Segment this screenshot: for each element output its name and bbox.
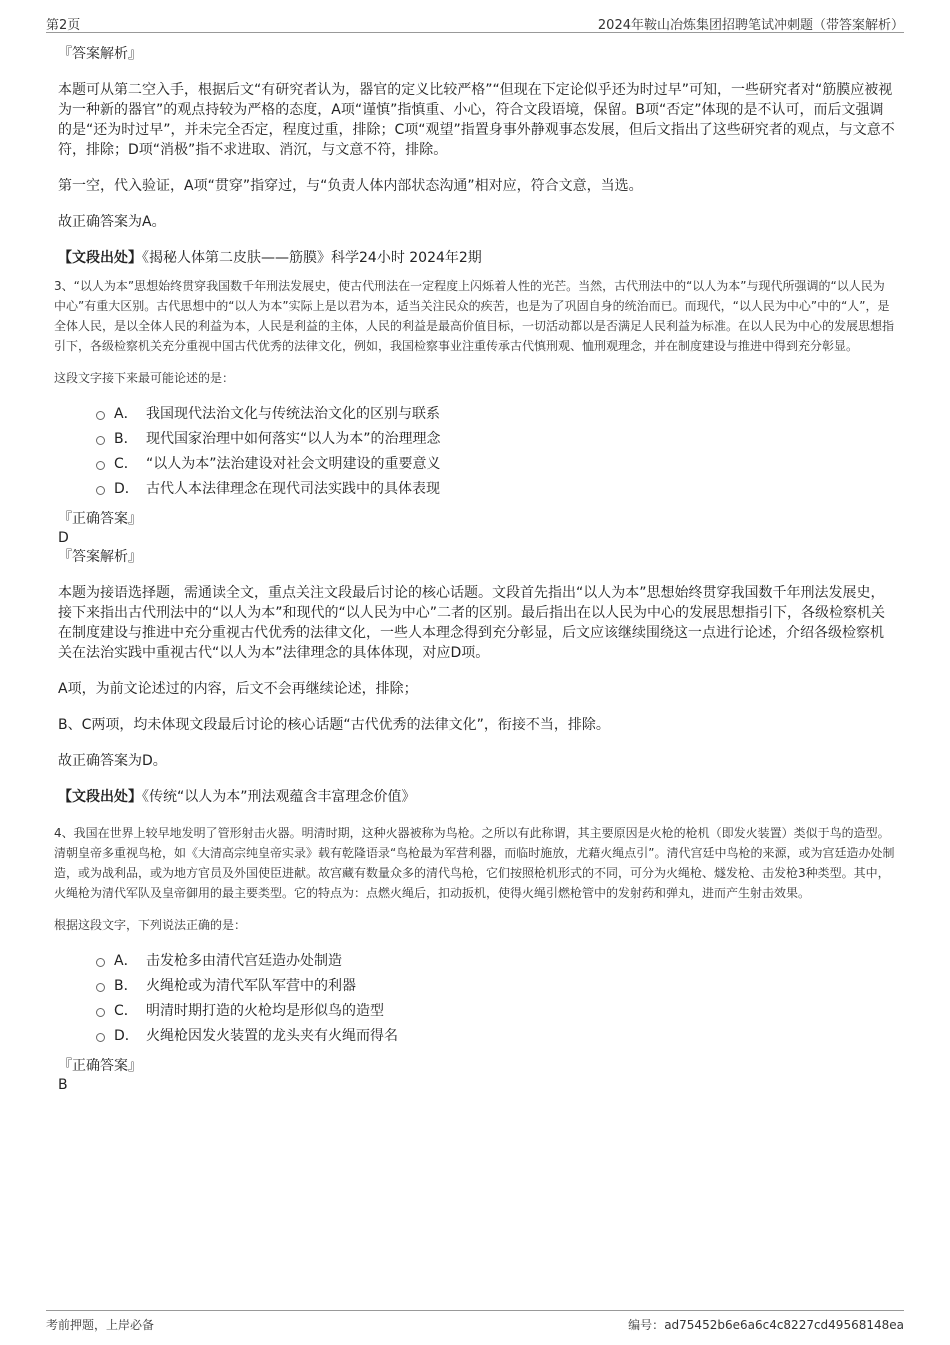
option-letter: D． bbox=[114, 1028, 139, 1044]
option-text: 古代人本法律理念在现代司法实践中的具体表现 bbox=[146, 481, 440, 497]
q2-analysis-label: 『答案解析』 bbox=[58, 46, 142, 62]
page-header bbox=[46, 12, 904, 33]
q2-source-text: 《揭秘人体第二皮肤——筋膜》科学24小时 2024年2期 bbox=[142, 250, 482, 266]
radio-button[interactable] bbox=[96, 436, 105, 445]
radio-button[interactable] bbox=[96, 411, 105, 420]
q2-analysis-paragraph-3: 故正确答案为A。 bbox=[58, 214, 166, 230]
footer-serial bbox=[628, 1316, 904, 1333]
footer-slogan: 考前押题，上岸必备 bbox=[46, 1318, 155, 1332]
option-text: 我国现代法治文化与传统法治文化的区别与联系 bbox=[146, 406, 440, 422]
q3-analysis-paragraph-4: 故正确答案为D。 bbox=[58, 753, 167, 769]
radio-button[interactable] bbox=[96, 1008, 105, 1017]
q3-options bbox=[96, 402, 896, 502]
q4-options bbox=[96, 949, 896, 1049]
option-text: 现代国家治理中如何落实“以人为本”的治理理念 bbox=[146, 431, 441, 447]
q3-option-d[interactable] bbox=[96, 477, 896, 502]
q4-answer-label: 『正确答案』 bbox=[58, 1058, 142, 1074]
q3-source-tag: 【文段出处】 bbox=[58, 789, 142, 805]
option-letter: B． bbox=[114, 978, 138, 994]
option-letter: D． bbox=[114, 481, 139, 497]
serial-label: 编号： bbox=[628, 1318, 665, 1332]
q2-source bbox=[58, 248, 896, 268]
option-text: “以人为本”法治建设对社会文明建设的重要意义 bbox=[146, 456, 441, 472]
q3-analysis-paragraph-2: A项，为前文论述过的内容，后文不会再继续论述，排除； bbox=[58, 681, 418, 697]
q3-option-a[interactable] bbox=[96, 402, 896, 427]
q3-source-text: 《传统“以人为本”刑法观蕴含丰富理念价值》 bbox=[142, 789, 416, 805]
q3-stem: 3、“以人为本”思想始终贯穿我国数千年刑法发展史，使古代刑法在一定程度上闪烁着人性的光芒。当然，古代刑法中的“以人为本”与现代所强调的“以人民为中心”有重大区别。古代思想中的“以人为本”实际上是以君为本，适当关注民众的疾苦，也是为了巩固自身的统治而已。而现代，“以人民为中心”中的“人”，是全体人民，是以全体人民的利益为本，人民是利益的主体，人民的利益是最高价值目标，一切活动都以是否满足人民利益为标准。在以人民为中心的发展思想指引下，各级检察机关充分重视中国古代优秀的法律文化，例如，我国检察事业注重传承古代慎刑观、恤刑观理念，并在制度建设与推进中得到充分彰显。 bbox=[54, 279, 895, 353]
q2-analysis-paragraph-2: 第一空，代入验证，A项“贯穿”指穿过，与“负责人体内部状态沟通”相对应，符合文意，当选。 bbox=[58, 178, 643, 194]
q4-stem: 4、我国在世界上较早地发明了管形射击火器。明清时期，这种火器被称为鸟枪。之所以有此称谓，其主要原因是火枪的枪机（即发火装置）类似于鸟的造型。清朝皇帝多重视鸟枪，如《大清高宗纯皇帝实录》载有乾隆语录“鸟枪最为军营利器，而临时施放，尤藉火绳点引”。清代宫廷中鸟枪的来源，或为宫廷造办处制造，或为战利品，或为地方官员及外国使臣进献。故宫藏有数量众多的清代鸟枪，它们按照枪机形式的不同，可分为火绳枪、燧发枪、击发枪3种类型。其中，火绳枪为清代军队及皇帝御用的最主要类型。它的特点为：点燃火绳后，扣动扳机，使得火绳引燃枪管中的发射药和弹丸，进而产生射击效果。 bbox=[54, 826, 895, 900]
option-text: 火绳枪因发火装置的龙头夹有火绳而得名 bbox=[146, 1028, 398, 1044]
q3-answer: D bbox=[58, 530, 69, 546]
radio-button[interactable] bbox=[96, 461, 105, 470]
q3-prompt: 这段文字接下来最可能论述的是： bbox=[54, 371, 235, 385]
q3-analysis-paragraph-1: 本题为接语选择题，需通读全文，重点关注文段最后讨论的核心话题。文段首先指出“以人为本”思想始终贯穿我国数千年刑法发展史，接下来指出古代刑法中的“以人为本”和现代的“以人民为中心”二者的区别。最后指出在以人民为中心的发展思想指引下，各级检察机关在制度建设与推进中充分重视古代优秀的法律文化，一些人本理念得到充分彰显，后文应该继续围绕这一点进行论述，介绍各级检察机关在法治实践中重视古代“以人为本”法律理念的具体体现，对应D项。 bbox=[58, 585, 886, 661]
option-text: 击发枪多由清代宫廷造办处制造 bbox=[146, 953, 342, 969]
option-letter: A． bbox=[114, 953, 138, 969]
radio-button[interactable] bbox=[96, 958, 105, 967]
q4-option-a[interactable] bbox=[96, 949, 896, 974]
option-letter: B． bbox=[114, 431, 138, 447]
q3-source bbox=[58, 787, 896, 807]
q3-analysis-label: 『答案解析』 bbox=[58, 549, 142, 565]
q4-option-b[interactable] bbox=[96, 974, 896, 999]
q3-option-b[interactable] bbox=[96, 427, 896, 452]
q2-analysis-paragraph-1: 本题可从第二空入手，根据后文“有研究者认为，器官的定义比较严格”“但现在下定论似乎还为时过早”可知，一些研究者对“筋膜应被视为一种新的器官”的观点持较为严格的态度，A项“谨慎”指慎重、小心，符合文段语境，保留。B项“否定”体现的是不认可，而后文强调的是“还为时过早”，并未完全否定，程度过重，排除；C项“观望”指置身事外静观事态发展，但后文指出了这些研究者的观点，与文意不符，排除；D项“消极”指不求进取、消沉，与文意不符，排除。 bbox=[58, 82, 895, 158]
q3-analysis-paragraph-3: B、C两项，均未体现文段最后讨论的核心话题“古代优秀的法律文化”，衔接不当，排除。 bbox=[58, 717, 610, 733]
q4-answer: B bbox=[58, 1077, 68, 1093]
option-letter: C． bbox=[114, 456, 138, 472]
page-content bbox=[54, 44, 896, 1095]
q4-option-d[interactable] bbox=[96, 1024, 896, 1049]
serial-number: ad75452b6e6a6c4c8227cd49568148ea bbox=[664, 1318, 904, 1332]
q3-answer-label: 『正确答案』 bbox=[58, 511, 142, 527]
radio-button[interactable] bbox=[96, 1033, 105, 1042]
option-text: 明清时期打造的火枪均是形似鸟的造型 bbox=[146, 1003, 384, 1019]
document-title: 2024年鞍山冶炼集团招聘笔试冲刺题（带答案解析） bbox=[597, 18, 904, 33]
radio-button[interactable] bbox=[96, 983, 105, 992]
q4-option-c[interactable] bbox=[96, 999, 896, 1024]
option-letter: C． bbox=[114, 1003, 138, 1019]
q4-prompt: 根据这段文字，下列说法正确的是： bbox=[54, 918, 247, 932]
page-number: 第2页 bbox=[46, 18, 81, 33]
page-footer bbox=[46, 1310, 904, 1337]
q2-source-tag: 【文段出处】 bbox=[58, 250, 142, 266]
option-text: 火绳枪或为清代军队军营中的利器 bbox=[146, 978, 356, 994]
option-letter: A． bbox=[114, 406, 138, 422]
radio-button[interactable] bbox=[96, 486, 105, 495]
q3-option-c[interactable] bbox=[96, 452, 896, 477]
